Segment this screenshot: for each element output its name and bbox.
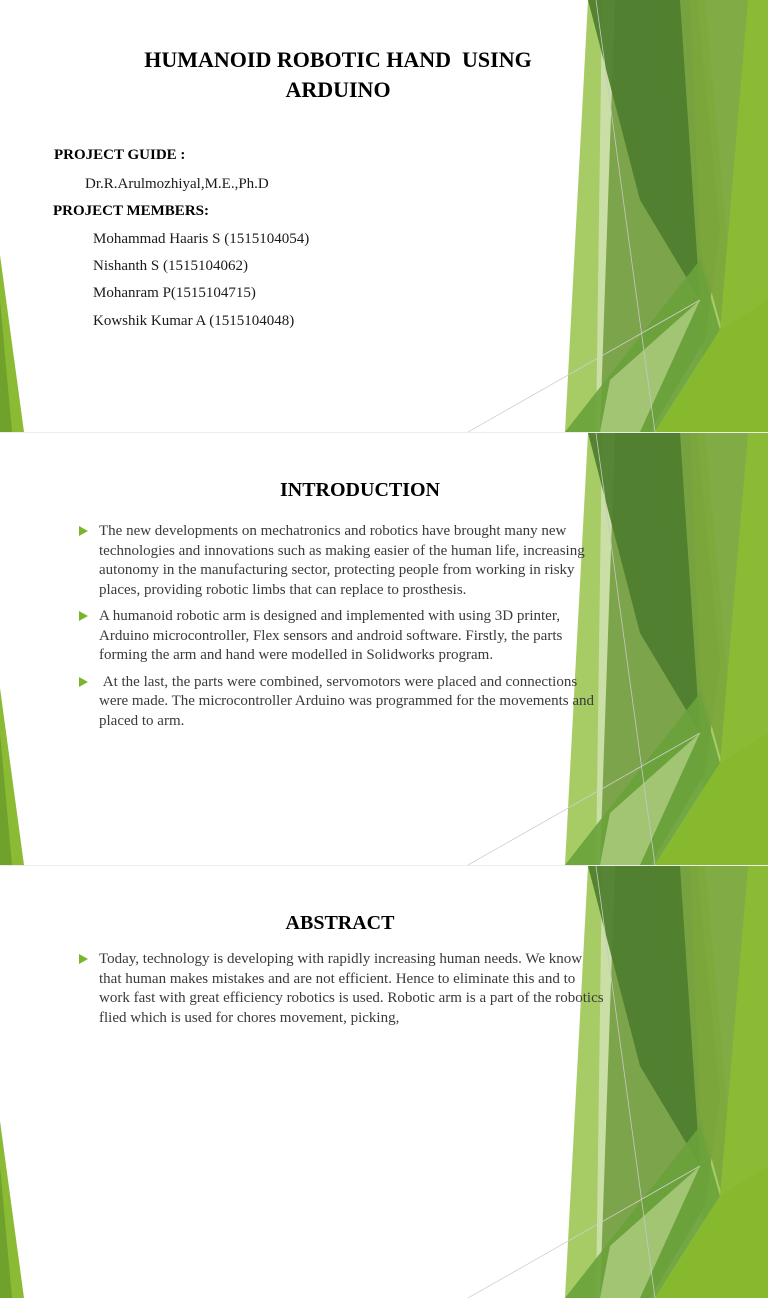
slide-introduction xyxy=(0,433,768,865)
list-item: The new developments on mechatronics and robotics have brought many new technologies and innovations such as making easier of the human life, increasing autonomy in the manufacturing sector, protecting people from working in risky places, providing robotic limbs that can replace to prosthesis. xyxy=(78,522,608,600)
introduction-bullets xyxy=(78,522,608,738)
member-4: Kowshik Kumar A (1515104048) xyxy=(93,313,295,329)
triangle-bullet-icon xyxy=(79,954,88,964)
member-1: Mohammad Haaris S (1515104054) xyxy=(93,231,310,247)
triangle-bullet-icon xyxy=(79,611,88,621)
slide-abstract xyxy=(0,866,768,1298)
member-3: Mohanram P(1515104715) xyxy=(93,285,256,301)
member-2: Nishanth S (1515104062) xyxy=(93,258,248,274)
triangle-bullet-icon xyxy=(79,526,88,536)
project-members-label: PROJECT MEMBERS: xyxy=(53,203,209,219)
slide-title xyxy=(0,0,768,432)
list-item: At the last, the parts were combined, servomotors were placed and connections were made. The microcontroller Arduino was programmed for the movements and placed to arm. xyxy=(78,673,608,732)
title-line-2: ARDUINO xyxy=(285,77,391,102)
introduction-heading: INTRODUCTION xyxy=(279,479,441,501)
project-guide-name: Dr.R.Arulmozhiyal,M.E.,Ph.D xyxy=(85,176,269,192)
project-guide-label: PROJECT GUIDE : xyxy=(54,147,186,163)
abstract-bullets xyxy=(78,950,608,1035)
title-line-1: HUMANOID ROBOTIC HAND USING xyxy=(144,47,532,72)
triangle-bullet-icon xyxy=(79,677,88,687)
abstract-heading: ABSTRACT xyxy=(285,912,395,934)
slide-title-text xyxy=(60,45,616,105)
list-item: Today, technology is developing with rapidly increasing human needs. We know that human makes mistakes and are not efficient. Hence to eliminate this and to work fast with great efficiency robotics is used. Robotic arm is a part of the robotics flied which is used for chores movement, picking, xyxy=(78,950,608,1028)
list-item: A humanoid robotic arm is designed and implemented with using 3D printer, Arduino microcontroller, Flex sensors and android software. Firstly, the parts forming the arm and hand were modelled in Solidworks program. xyxy=(78,607,608,666)
